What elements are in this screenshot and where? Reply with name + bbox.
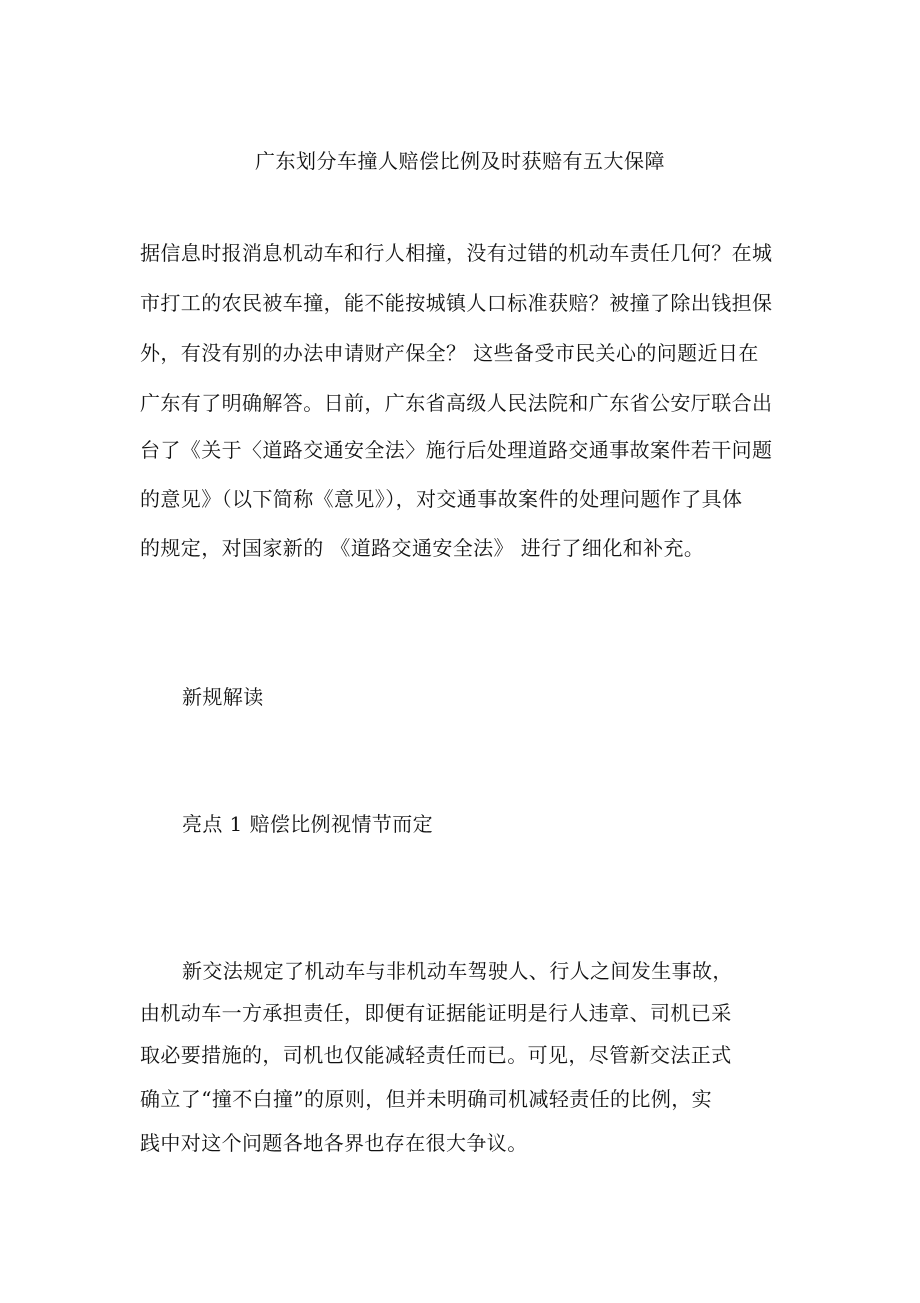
body-line: 新交法规定了机动车与非机动车驾驶人、行人之间发生事故，	[182, 959, 733, 983]
section-heading: 新规解读	[182, 685, 264, 709]
intro-line: 外，有没有别的办法申请财产保全？ 这些备受市民关心的问题近日在	[140, 341, 759, 365]
intro-line: 据信息时报消息机动车和行人相撞，没有过错的机动车责任几何？在城	[140, 241, 773, 265]
intro-line: 市打工的农民被车撞，能不能按城镇人口标准获赔？被撞了除出钱担保	[140, 291, 773, 315]
document-title: 广东划分车撞人赔偿比例及时获赔有五大保障	[255, 149, 665, 173]
body-line: 践中对这个问题各地各界也存在很大争议。	[140, 1131, 528, 1155]
intro-line: 的规定，对国家新的 《道路交通安全法》 进行了细化和补充。	[140, 536, 705, 560]
body-line: 取必要措施的，司机也仅能减轻责任而已。可见，尽管新交法正式	[140, 1043, 732, 1067]
highlight-heading: 亮点 1 赔偿比例视情节而定	[182, 812, 434, 836]
intro-line: 台了《关于〈道路交通安全法〉施行后处理道路交通事故案件若干问题	[140, 438, 773, 462]
body-line: 由机动车一方承担责任，即便有证据能证明是行人违章、司机已采	[140, 1001, 732, 1025]
body-line: 确立了“撞不白撞”的原则，但并未明确司机减轻责任的比例，实	[140, 1087, 713, 1111]
intro-line: 广东有了明确解答。日前，广东省高级人民法院和广东省公安厅联合出	[140, 391, 773, 415]
intro-line: 的意见》（以下简称《意见》），对交通事故案件的处理问题作了具体	[140, 487, 743, 511]
